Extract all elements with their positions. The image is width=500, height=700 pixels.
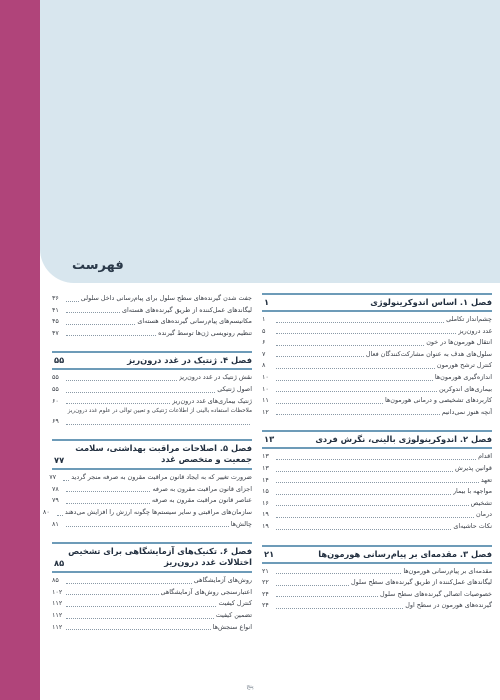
toc-entry-title: مواجهه با بیمار [452,487,492,496]
toc-entry[interactable] [52,587,252,599]
toc-entry-title: اصول ژنتیکی [217,384,252,393]
toc-entry-title: غدد درون‌ریز [458,326,492,335]
toc-entry-title: کنترل کیفیت [218,599,252,608]
toc-entry-page: ۱۳ [262,452,269,461]
dot-leader [276,505,469,506]
chapter-title: فصل ۴. ژنتیک در غدد درون‌ریز [127,355,252,366]
dot-leader [66,606,216,607]
dot-leader [57,515,63,516]
toc-entry-page: ۱۲ [262,407,269,416]
toc-entry-page: ۱۳ [262,463,269,472]
dot-leader [276,585,349,586]
dot-leader [66,335,156,336]
toc-entry[interactable] [262,372,492,384]
toc-entry[interactable] [262,326,492,338]
toc-entry-title: خصوصیات اتصالی گیرنده‌های سطح سلول [380,589,492,598]
chapter-title: فصل ۱. اساس اندوکرینولوژی [370,297,492,307]
toc-entry-title: اعتبارسنجی روش‌های آزمایشگاهی [160,587,252,596]
toc-right-column [262,293,492,624]
dot-leader [276,494,451,495]
dot-leader [66,629,211,630]
dot-leader [66,312,120,313]
dot-leader [66,380,177,381]
toc-entry-page: ۱۵ [262,487,269,496]
toc-entry[interactable] [262,463,492,475]
chapter-title: فصل ۶. تکنیک‌های آزمایشگاهی برای تشخیص اختلالات غدد درون‌ریز [68,546,252,568]
toc-entry-title: ژنتیک بیماری‌های غدد درون‌ریز [172,396,252,405]
toc-entry[interactable] [262,407,492,419]
toc-entry[interactable] [52,372,252,384]
toc-entry-page: ۱۱۲ [52,610,63,619]
toc-entry-title: قوانین پذیرش [455,463,492,472]
toc-entry-page: ۴۷ [52,328,59,337]
dot-leader [66,583,192,584]
toc-entry-page: ۴۵ [52,317,59,326]
chapter-heading[interactable] [52,542,252,573]
dot-leader [276,322,444,323]
toc-entry-page: ۵۵ [52,373,59,382]
toc-entry[interactable] [262,486,492,498]
dot-leader [276,391,437,392]
toc-entry[interactable] [52,575,252,587]
chapter-heading[interactable] [262,430,492,449]
chapter-page-number: ۱ [264,297,270,307]
toc-entry-page: ۷۸ [52,484,59,493]
toc-entry-page: ۱۹ [262,521,269,530]
toc-entry-title: مکانیسم‌های پیام‌رسانی گیرنده‌های هسته‌ای [137,317,252,326]
toc-entry[interactable] [262,509,492,521]
toc-entry[interactable] [262,521,492,533]
dot-leader [66,503,150,504]
dot-leader [276,414,440,415]
toc-entry-title: چالش‌ها [230,519,252,528]
toc-entry[interactable] [262,498,492,510]
toc-entry-page: ۱ [262,315,266,323]
toc-entry[interactable] [262,360,492,372]
page-title: فهرست [72,258,124,273]
toc-entry-page: ۲۲ [262,578,269,587]
toc-entry[interactable] [52,293,252,305]
toc-entry-page: ۳۶ [52,294,59,302]
toc-entry-page: ۱۰۲ [52,587,63,596]
chapter-heading[interactable] [262,293,492,312]
toc-entry-title: ضرورت تغییر که به ایجاد قانون مراقبت مقرون به صرفه منجر گردید [71,473,252,482]
toc-entry[interactable] [262,566,492,578]
toc-entry-page: ۲۱ [262,566,269,575]
toc-entry-title: سازمان‌های مراقبتی و سایر سیستم‌ها چگونه ارزش را افزایش می‌دهند [64,507,252,516]
toc-section [262,545,492,612]
toc-entry-page: ۷۷ [49,473,57,482]
toc-entry-title: کنترل ترشح هورمون [436,361,492,370]
chapter-heading[interactable] [52,439,252,470]
toc-section [42,439,252,530]
toc-entry-title: انتقال هورمون‌ها در خون [426,338,492,347]
toc-entry-title: اجزای قانون مراقبت مقرون به صرفه [152,484,252,493]
toc-entry[interactable] [52,622,252,634]
toc-entry[interactable] [52,495,252,507]
toc-entry-title: لیگاندهای عمل‌کننده از طریق گیرنده‌های هسته‌ای [122,305,252,314]
toc-entry-title: لیگاندهای عمل‌کننده از طریق گیرنده‌های سطح سلول [351,578,492,587]
dot-leader [276,608,403,609]
side-accent-bar [0,0,40,700]
dot-leader [276,573,401,574]
toc-entry-title: تعهد [480,475,492,484]
toc-entry-page: ۱۴ [262,475,269,484]
dot-leader [276,403,383,404]
toc-entry[interactable] [52,407,252,427]
toc-entry-page: ۲۴ [262,601,269,610]
toc-entry-title: عناصر قانون مراقبت مقرون به صرفه [151,496,252,505]
dot-leader [276,333,456,334]
dot-leader [276,356,364,357]
toc-entry-page: ۶۹ [52,417,59,426]
toc-entry[interactable] [52,484,252,496]
toc-entry-title: درمان [476,510,492,519]
toc-entry-page: ۱۱۲ [52,622,63,631]
toc-entry-page: ۲۴ [262,589,269,598]
toc-section [52,293,252,339]
toc-entry-page: ۵ [262,326,266,335]
dot-leader [276,517,474,518]
toc-entry-title: روش‌های آزمایشگاهی [193,576,252,585]
toc-entry[interactable] [262,577,492,589]
toc-entry-page: ۸۰ [42,507,50,516]
toc-entry-title: گیرنده‌های هورمون در سطح اول [405,601,492,610]
toc-entry-title: اقدام [478,452,492,461]
dot-leader [66,392,215,393]
toc-entry[interactable] [52,396,252,408]
toc-entry[interactable] [262,600,492,612]
toc-section [52,351,252,427]
toc-entry-title: چشم‌انداز تکاملی [446,315,492,323]
toc-entry-title: جفت شدن گیرنده‌های سطح سلول برای پیام‌رسانی داخل سلولی [80,294,252,302]
toc-entry[interactable] [52,519,252,531]
toc-entry-page: ۸ [262,361,266,370]
toc-entry-page: ۱۱۲ [52,599,63,608]
dot-leader [276,380,433,381]
dot-leader [66,301,79,302]
toc-entry-page: ۱۱ [262,396,269,405]
dot-leader [63,480,69,481]
toc-section [262,430,492,532]
toc-section [262,293,492,418]
dot-leader [276,529,451,530]
toc-entry-title: آنچه هنوز نمی‌دانیم [441,407,492,416]
toc-section [52,542,252,633]
dot-leader [276,482,479,483]
toc-entry-page: ۷۹ [52,496,59,505]
dot-leader [66,424,250,425]
toc-entry[interactable] [262,349,492,361]
toc-entry[interactable] [262,451,492,463]
chapter-page-number: ۲۱ [264,548,275,559]
dot-leader [276,459,476,460]
dot-leader [276,368,435,369]
chapter-title: فصل ۳. مقدمه‌ای بر پیام‌رسانی هورمون‌ها [318,548,492,559]
chapter-heading[interactable] [52,351,252,370]
toc-entry-page: ۱۶ [262,498,269,507]
toc-entry-title: تضمین کیفیت [215,610,252,619]
toc-entry-title: بیماری‌های اندوکرین [439,384,492,393]
chapter-page-number: ۸۵ [54,558,65,569]
toc-entry[interactable] [49,472,252,484]
toc-left-column [42,293,252,645]
toc-entry[interactable] [52,305,252,317]
chapter-page-number: ۱۳ [264,434,275,445]
chapter-page-number: ۷۷ [54,455,65,466]
dot-leader [66,594,159,595]
toc-entry[interactable] [42,507,252,519]
toc-entry-page: ۶۰ [52,396,59,405]
toc-entry-title: انواع سنجش‌ها [212,622,252,631]
chapter-title: فصل ۲. اندوکرینولوژی بالینی، نگرش فردی [315,434,492,445]
toc-entry[interactable] [262,475,492,487]
toc-entry[interactable] [52,610,252,622]
chapter-page-number: ۵۵ [54,355,65,366]
toc-entry-page: ۱۰ [262,372,269,381]
toc-entry-page: ۴۱ [52,305,59,314]
toc-entry-page: ۶ [262,338,266,347]
toc-entry[interactable] [262,395,492,407]
toc-entry-page: ۷ [262,349,266,358]
toc-entry-title: ملاحظات استفاده بالینی از اطلاعات ژنتیکی و تعیین توالی در علوم غدد درون‌ریز [67,408,252,415]
toc-entry-title: نقش ژنتیک در غدد درون‌ریز [178,373,252,382]
toc-entry-title: اندازه‌گیری هورمون‌ها [434,372,492,381]
toc-entry[interactable] [262,337,492,349]
chapter-heading[interactable] [262,545,492,564]
toc-entry[interactable] [262,589,492,601]
dot-leader [276,471,453,472]
dot-leader [66,491,150,492]
chapter-title: فصل ۵. اصلاحات مراقبت بهداشتی، سلامت جمعیت و متخصص غدد [75,443,252,465]
dot-leader [66,526,229,527]
toc-entry[interactable] [52,328,252,340]
dot-leader [276,596,378,597]
toc-entry-title: نکات حاشیه‌ای [453,521,492,530]
dot-leader [276,345,424,346]
toc-entry[interactable] [52,598,252,610]
dot-leader [66,324,135,325]
toc-entry-title: مقدمه‌ای بر پیام‌رسانی هورمون‌ها [403,566,492,575]
dot-leader [66,618,214,619]
toc-entry-page: ۸۵ [52,576,59,585]
toc-entry-title: کاربردهای تشخیصی و درمانی هورمون‌ها [384,396,492,405]
toc-entry-page: ۸۱ [52,519,59,528]
toc-entry[interactable] [262,314,492,326]
toc-entry[interactable] [52,384,252,396]
toc-entry-page: ۵۵ [52,384,59,393]
toc-entry[interactable] [262,384,492,396]
toc-entry-title: تنظیم رونویسی ژن‌ها توسط گیرنده [158,328,252,337]
page-number: پنج [246,683,254,690]
toc-entry[interactable] [52,316,252,328]
dot-leader [66,403,170,404]
toc-entry-page: ۱۹ [262,510,269,519]
header-panel [40,0,500,283]
toc-entry-title: سلول‌های هدف به عنوان مشارکت‌کنندگان فعال [365,349,492,358]
toc-entry-title: تشخیص [470,498,492,507]
toc-entry-page: ۱۰ [262,384,269,393]
